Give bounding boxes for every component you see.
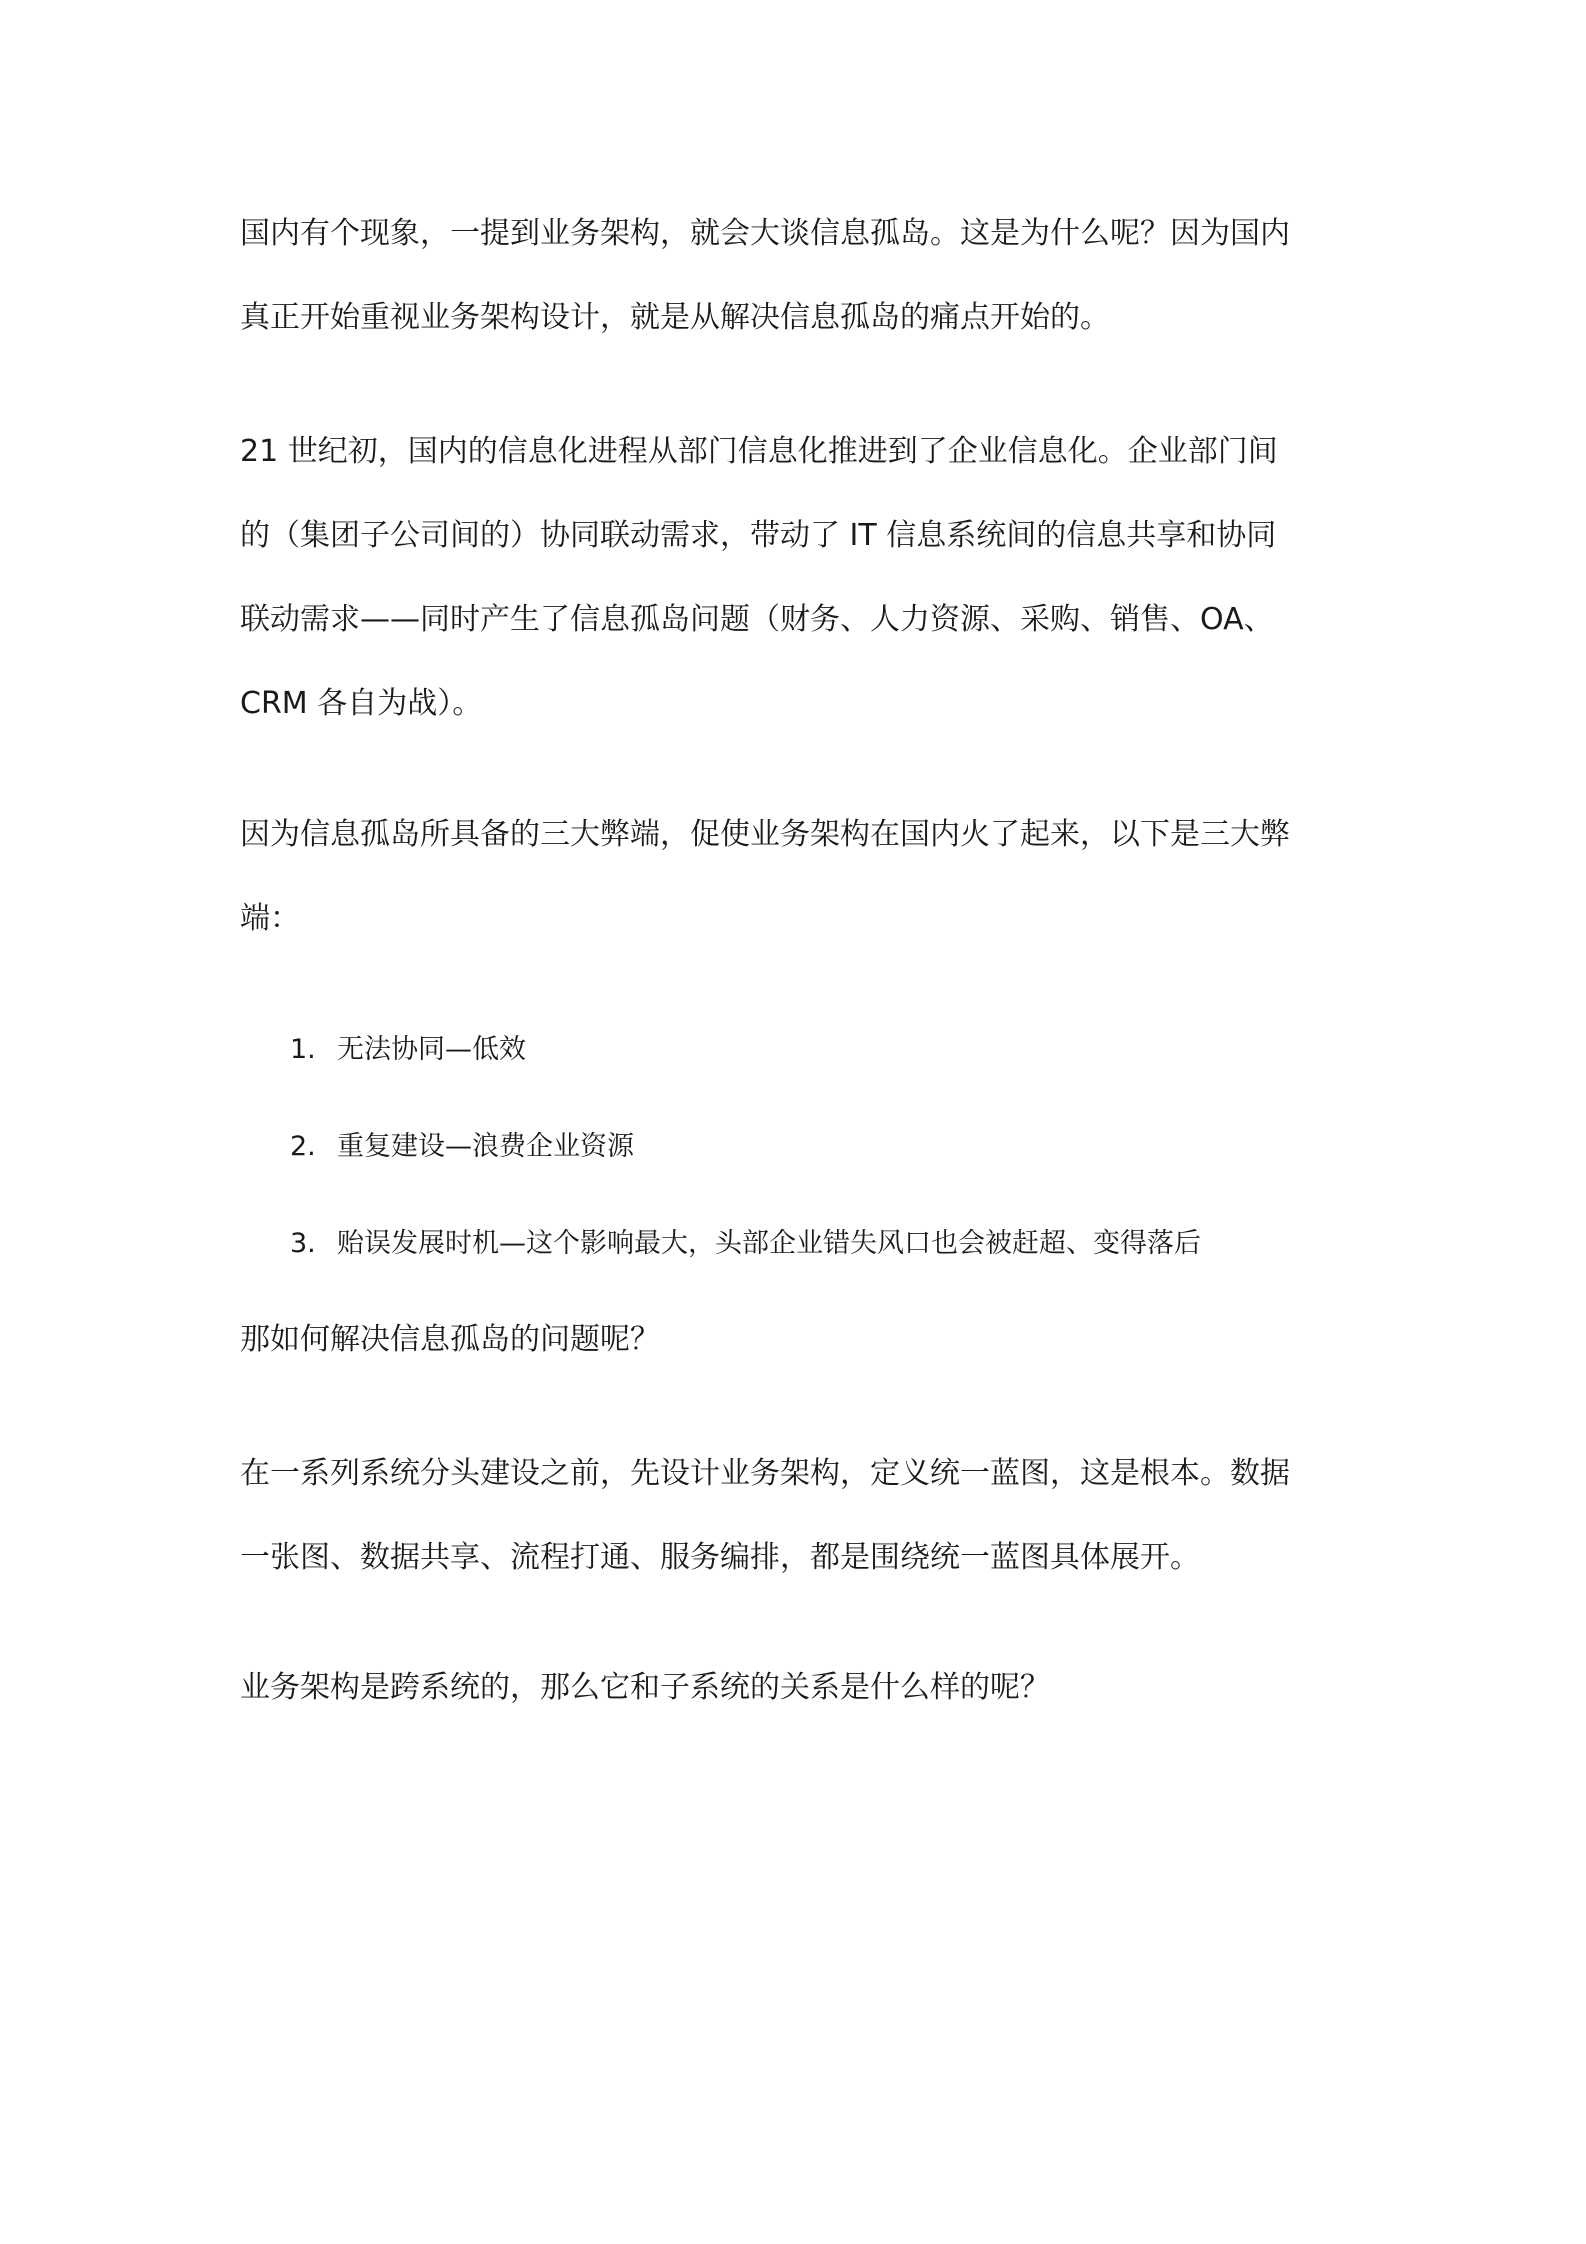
text-line: 在一系列系统分头建设之前，先设计业务架构，定义统一蓝图，这是根本。数据 — [240, 1456, 1290, 1491]
list-text: 无法协同—低效 — [337, 1034, 526, 1065]
question-subsystem-relation — [240, 1646, 1360, 1730]
text-line: CRM 各自为战）。 — [240, 686, 483, 721]
text-line: 一张图、数据共享、流程打通、服务编排，都是围绕统一蓝图具体展开。 — [240, 1540, 1200, 1575]
text-line: 的（集团子公司间的）协同联动需求，带动了 IT 信息系统间的信息共享和协同 — [240, 518, 1277, 553]
list-number: 3. — [290, 1228, 316, 1259]
text-line: 联动需求——同时产生了信息孤岛问题（财务、人力资源、采购、销售、OA、 — [240, 602, 1274, 637]
list-item — [290, 1127, 634, 1167]
list-text: 贻误发展时机—这个影响最大，头部企业错失风口也会被赶超、变得落后 — [337, 1228, 1201, 1259]
list-item — [290, 1224, 1201, 1264]
paragraph-history — [240, 410, 1360, 746]
list-text: 重复建设—浪费企业资源 — [337, 1131, 634, 1162]
text-line: 21 世纪初，国内的信息化进程从部门信息化推进到了企业信息化。企业部门间 — [240, 434, 1278, 469]
list-number: 2. — [290, 1131, 316, 1162]
list-item — [290, 1030, 526, 1070]
paragraph-intro — [240, 192, 1360, 360]
text-line: 那如何解决信息孤岛的问题呢？ — [240, 1322, 660, 1357]
paragraph-drawbacks-intro — [240, 793, 1360, 961]
question-solution — [240, 1298, 1360, 1382]
text-line: 真正开始重视业务架构设计，就是从解决信息孤岛的痛点开始的。 — [240, 300, 1110, 335]
text-line: 国内有个现象，一提到业务架构，就会大谈信息孤岛。这是为什么呢？因为国内 — [240, 216, 1290, 251]
list-number: 1. — [290, 1034, 316, 1065]
text-line: 业务架构是跨系统的，那么它和子系统的关系是什么样的呢？ — [240, 1670, 1050, 1705]
paragraph-answer — [240, 1432, 1360, 1600]
text-line: 端： — [240, 901, 300, 936]
text-line: 因为信息孤岛所具备的三大弊端，促使业务架构在国内火了起来，以下是三大弊 — [240, 817, 1290, 852]
